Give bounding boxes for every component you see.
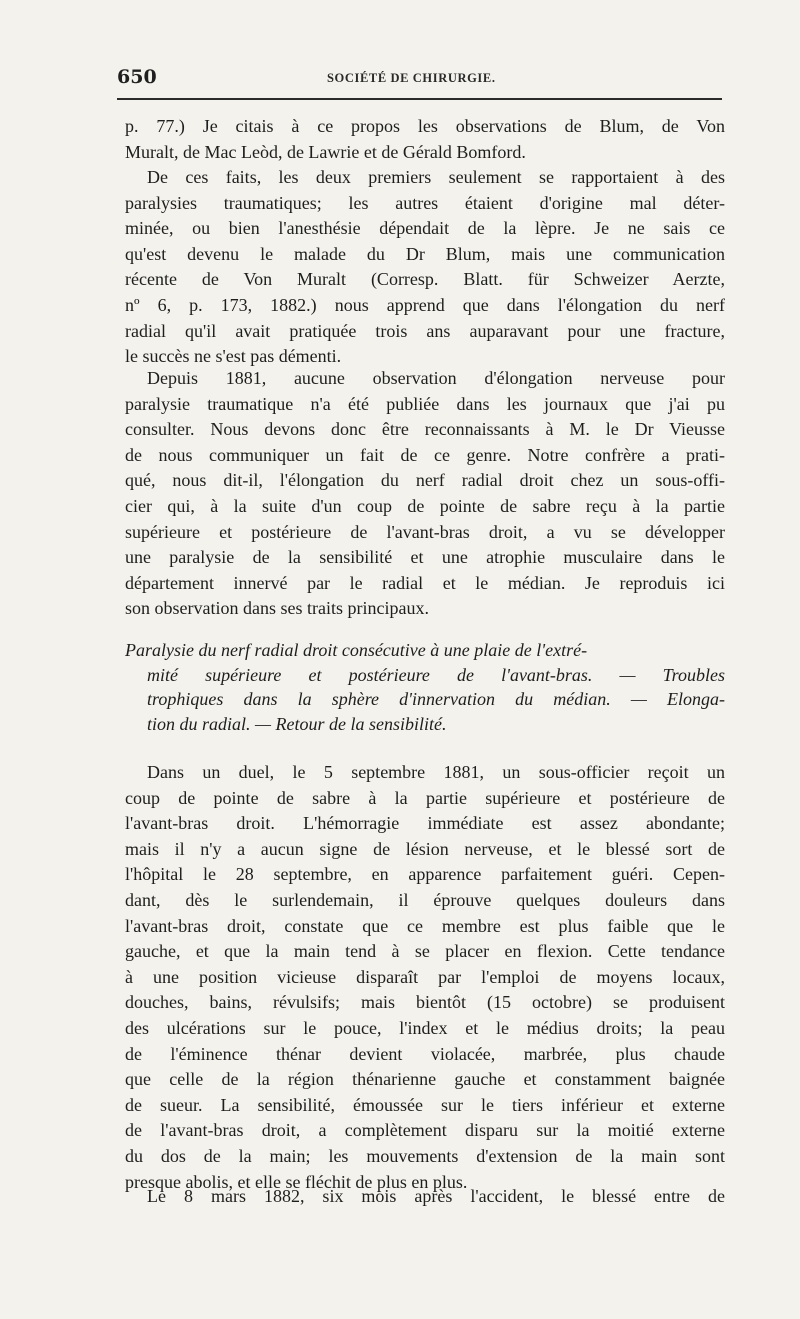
title-line: Paralysie du nerf radial droit consécutive à une plaie de l'extré- [125,640,588,660]
text-line: l'avant-bras droit, constate que ce membre est plus faible que le [125,915,725,936]
text-line: de nous communiquer un fait de ce genre. Notre confrère a prati- [125,444,725,465]
text-line: l'hôpital le 28 septembre, en apparence parfaitement guéri. Cepen- [125,864,725,885]
paragraph-since-1881 [125,366,725,622]
text-line: que celle de la région thénarienne gauche et constamment baignée [125,1069,725,1090]
text-line: du dos de la main; les mouvements d'extension de la main sont [125,1145,725,1166]
header-rule [117,98,722,100]
text-line: Dans un duel, le 5 septembre 1881, un sous-officier reçoit un [147,762,725,782]
text-line: De ces faits, les deux premiers seulement se rapportaient à des [147,167,725,187]
text-line: récente de Von Muralt (Corresp. Blatt. für Schweizer Aerzte, [125,269,725,290]
text-line: coup de pointe de sabre à la partie supérieure et postérieure de [125,787,725,808]
text-line: paralysie traumatique n'a été publiée dans les journaux que j'ai pu [125,393,725,414]
title-line: mité supérieure et postérieure de l'avant-bras. — Troubles [147,664,725,685]
page-number: 650 [117,66,157,88]
page-header [117,66,722,92]
text-line: douches, bains, révulsifs; mais bientôt (15 octobre) se produisent [125,992,725,1013]
text-line: presque abolis, et elle se fléchit de plus en plus. [125,1171,468,1192]
title-line: trophiques dans la sphère d'innervation du médian. — Elonga- [147,689,725,709]
text-line: mais il n'y a aucun signe de lésion nerveuse, et le blessé sort de [125,838,725,859]
text-line: Le 8 mars 1882, six mois après l'accident, le blessé entre de [147,1186,725,1206]
text-line: paralysies traumatiques; les autres étaient d'origine mal déter- [125,192,725,213]
paragraph-march-1882 [125,1184,725,1210]
text-line: l'avant-bras droit. L'hémorragie immédiate est assez abondante; [125,813,725,834]
text-line: cier qui, à la suite d'un coup de pointe de sabre reçu à la partie [125,495,725,516]
text-line: son observation dans ses traits principaux. [125,598,429,619]
text-line: gauche, et que la main tend à se placer en flexion. Cette tendance [125,941,725,962]
text-line: de sueur. La sensibilité, émoussée sur le tiers inférieur et externe [125,1094,725,1115]
text-line: consulter. Nous devons donc être reconnaissants à M. le Dr Vieusse [125,419,725,440]
text-line: département innervé par le radial et le médian. Je reproduis ici [125,572,725,593]
paragraph-cases [125,165,725,370]
text-line: minée, ou bien l'anesthésie dépendait de la lèpre. Je ne sais ce [125,218,725,239]
text-line: une paralysie de la sensibilité et une atrophie musculaire dans le [125,547,725,568]
text-line: des ulcérations sur le pouce, l'index et le médius droits; la peau [125,1017,725,1038]
paragraph-duel [125,760,725,1195]
text-line: qué, nous dit-il, l'élongation du nerf radial droit chez un sous-offi- [125,470,725,491]
text-line: de l'éminence thénar devient violacée, marbrée, plus chaude [125,1043,725,1064]
text-line: supérieure et postérieure de l'avant-bras droit, a vu se développer [125,521,725,542]
title-line: tion du radial. — Retour de la sensibilité. [147,713,447,734]
text-line: p. 77.) Je citais à ce propos les observations de Blum, de Von [125,116,725,136]
text-line: Muralt, de Mac Leòd, de Lawrie et de Gérald Bomford. [125,141,526,162]
text-line: Depuis 1881, aucune observation d'élongation nerveuse pour [147,368,725,388]
paragraph-continuation [125,114,725,165]
running-head: SOCIÉTÉ DE CHIRURGIE. [327,71,496,85]
text-line: radial qu'il avait pratiquée trois ans auparavant pour une fracture, [125,320,725,341]
text-line: qu'est devenu le malade du Dr Blum, mais une communication [125,243,725,264]
observation-title [125,638,725,736]
text-line: de l'avant-bras droit, a complètement disparu sur la moitié externe [125,1120,725,1141]
text-line: le succès ne s'est pas démenti. [125,346,342,367]
text-line: dant, dès le surlendemain, il éprouve quelques douleurs dans [125,889,725,910]
text-line: à une position vicieuse disparaît par l'emploi de moyens locaux, [125,966,725,987]
text-line: nº 6, p. 173, 1882.) nous apprend que dans l'élongation du nerf [125,294,725,315]
